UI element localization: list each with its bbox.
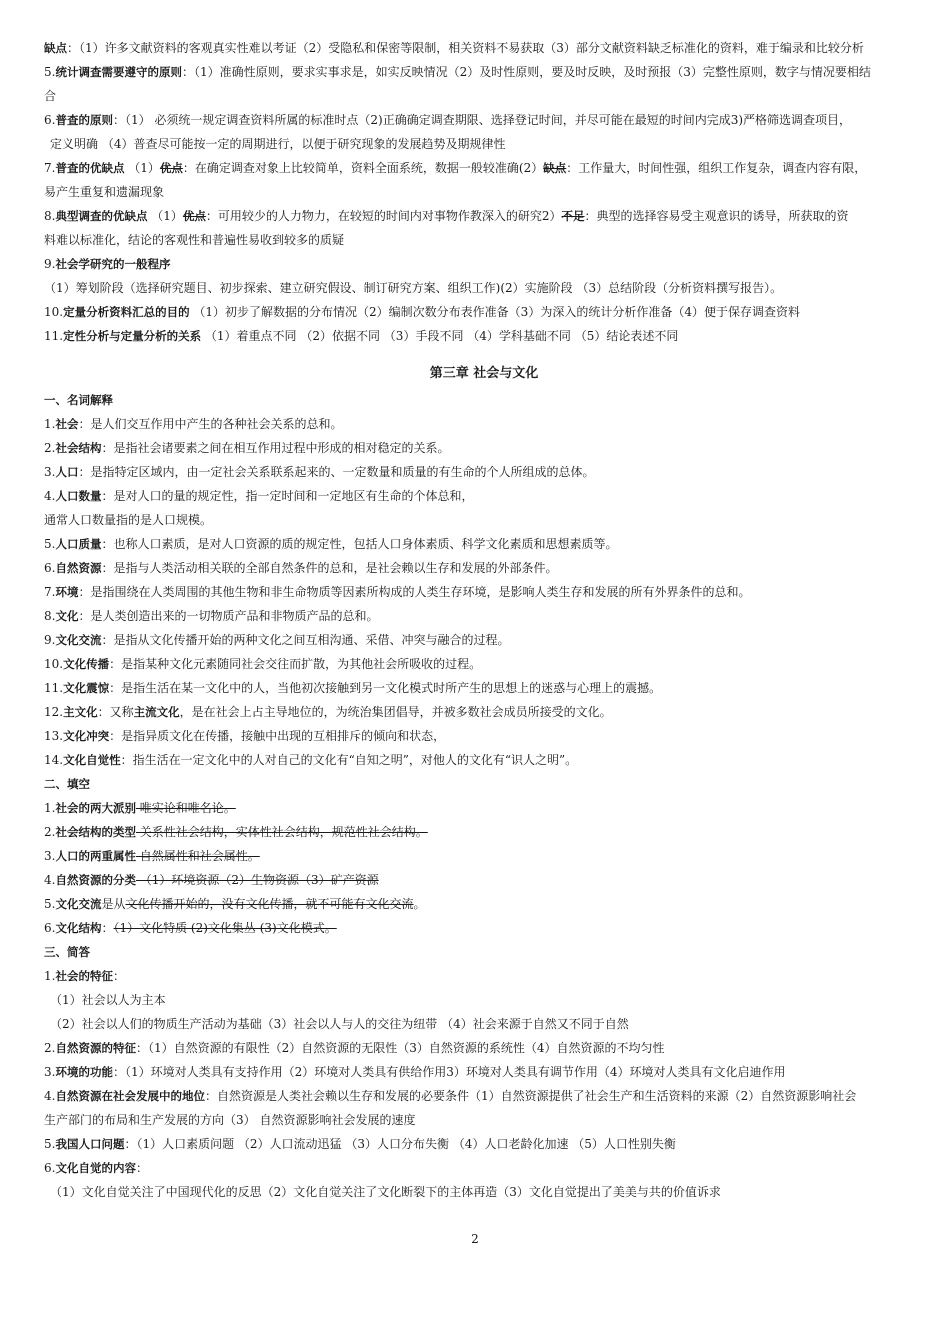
- term-item: 5.人口质量：也称人口素质，是对人口资源的质的规定性，包括人口身体素质、科学文化素质和思想素质等。: [44, 537, 618, 551]
- text-line: 6.普查的原则：（1） 必须统一规定调查资料所属的标准时点（2)正确确定调查期限、选择登记时间，并尽可能在最短的时间内完成3)严格筛选调查项目，: [44, 113, 852, 127]
- question-item: 6.文化自觉的内容：: [44, 1161, 148, 1175]
- term-item: 4.人口数量：是对人口的量的规定性，指一定时间和一定地区有生命的个体总和，: [44, 489, 474, 503]
- term-item: 1.社会：是人们交互作用中产生的各种社会关系的总和。: [44, 417, 343, 431]
- fill-item: 5.文化交流是从文化传播开始的，没有文化传播，就不可能有文化交流。: [44, 897, 426, 911]
- chapter-title: 第三章 社会与文化: [429, 366, 539, 381]
- text-line: 11.定性分析与定量分析的关系 （1）着重点不同 （2）依据不同 （3）手段不同 （4）学科基础不同 （5）结论表述不同: [44, 329, 679, 343]
- text-line: 料难以标准化，结论的客观性和普遍性易收到较多的质疑: [44, 233, 345, 247]
- term-item: 7.环境：是指围绕在人类周围的其他生物和非生命物质等因素所构成的人类生存环境，是影响人类生存和发展的所有外界条件的总和。: [44, 585, 751, 599]
- term-item: 14.文化自觉性：指生活在一定文化中的人对自己的文化有“自知之明”，对他人的文化有“识人之明”。: [44, 753, 578, 767]
- term-item: 11.文化震惊：是指生活在某一文化中的人，当他初次接触到另一文化模式时所产生的思想上的迷惑与心理上的震撼。: [44, 681, 662, 695]
- text-line: 合: [44, 89, 57, 103]
- question-item: 4.自然资源在社会发展中的地位：自然资源是人类社会赖以生存和发展的必要条件（1）自然资源提供了社会生产和生活资料的来源（2）自然资源影响社会: [44, 1089, 857, 1103]
- term-item: 3.人口：是指特定区域内，由一定社会关系联系起来的、一定数量和质量的有生命的个人所组成的总体。: [44, 465, 595, 479]
- term-item: 6.自然资源：是指与人类活动相关联的全部自然条件的总和，是社会赖以生存和发展的外部条件。: [44, 561, 558, 575]
- question-item: 1.社会的特征：: [44, 969, 125, 983]
- fill-item: 1.社会的两大派别 唯实论和唯名论。: [44, 801, 236, 815]
- section-heading: 一、名词解释: [44, 393, 113, 407]
- fill-item: 2.社会结构的类型 关系性社会结构，实体性社会结构，规范性社会结构。: [44, 825, 428, 839]
- text-line: 定义明确 （4）普查尽可能按一定的周期进行，以便于研究现象的发展趋势及期规律性: [50, 137, 506, 151]
- term-item: 9.文化交流：是指从文化传播开始的两种文化之间互相沟通、采借、冲突与融合的过程。: [44, 633, 510, 647]
- answer-line: （1）社会以人为主本: [50, 993, 166, 1007]
- answer-line: （2）社会以人们的物质生产活动为基础（3）社会以人与人的交往为纽带 （4）社会来源于自然又不同于自然: [50, 1017, 629, 1031]
- answer-line: （1）文化自觉关注了中国现代化的反思（2）文化自觉关注了文化断裂下的主体再造（3）文化自觉提出了美美与共的价值诉求: [50, 1185, 721, 1199]
- fill-item: 4.自然资源的分类 （1）环境资源（2）生物资源（3）矿产资源: [44, 873, 379, 887]
- answer-line: 生产部门的布局和生产发展的方向（3） 自然资源影响社会发展的速度: [44, 1113, 416, 1127]
- text-line: 5.统计调查需要遵守的原则：（1）准确性原则，要求实事求是，如实反映情况（2）及时性原则，要及时反映，及时预报（3）完整性原则，数字与情况要相结: [44, 65, 871, 79]
- section-heading: 三、简答: [44, 945, 90, 959]
- document-page: [44, 36, 924, 1204]
- text-line: 7.普查的优缺点 （1）优点：在确定调查对象上比较简单，资料全面系统，数据一般较准确(2）缺点：工作量大，时间性强，组织工作复杂，调查内容有限，: [44, 161, 867, 175]
- fill-item: 6.文化结构：（1）文化特质 (2)文化集丛 (3)文化模式。: [44, 921, 337, 935]
- term-item: 12.主文化：又称主流文化，是在社会上占主导地位的，为统治集团倡导，并被多数社会成员所接受的文化。: [44, 705, 612, 719]
- term-item: 2.社会结构：是指社会诸要素之间在相互作用过程中形成的相对稳定的关系。: [44, 441, 450, 455]
- term-item: 10.文化传播：是指某种文化元素随同社会交往而扩散，为其他社会所吸收的过程。: [44, 657, 482, 671]
- text-line: 缺点：（1）许多文献资料的客观真实性难以考证（2）受隐私和保密等限制，相关资料不易获取（3）部分文献资料缺乏标准化的资料，难于编录和比较分析: [44, 41, 864, 55]
- text-line: 8.典型调查的优缺点 （1）优点：可用较少的人力物力，在较短的时间内对事物作教深入的研究2）不足：典型的选择容易受主观意识的诱导，所获取的资: [44, 209, 849, 223]
- question-item: 3.环境的功能：（1）环境对人类具有支持作用（2）环境对人类具有供给作用3）环境对人类具有调节作用（4）环境对人类具有文化启迪作用: [44, 1065, 786, 1079]
- fill-item: 3.人口的两重属性 自然属性和社会属性。: [44, 849, 260, 863]
- term-item: 通常人口数量指的是人口规模。: [44, 513, 213, 527]
- text-line: 10.定量分析资料汇总的目的 （1）初步了解数据的分布情况（2）编制次数分布表作准备（3）为深入的统计分析作准备（4）便于保存调查资料: [44, 305, 800, 319]
- text-line: （1）筹划阶段（选择研究题目、初步探索、建立研究假设、制订研究方案、组织工作)(2）实施阶段 （3）总结阶段（分析资料撰写报告）。: [44, 281, 783, 295]
- question-item: 2.自然资源的特征：（1）自然资源的有限性（2）自然资源的无限性（3）自然资源的系统性（4）自然资源的不均匀性: [44, 1041, 665, 1055]
- section-heading: 二、填空: [44, 777, 90, 791]
- question-item: 5.我国人口问题：（1）人口素质问题 （2）人口流动迅猛 （3）人口分布失衡 （4）人口老龄化加速 （5）人口性别失衡: [44, 1137, 676, 1151]
- text-line: 易产生重复和遗漏现象: [44, 185, 165, 199]
- text-line: 9.社会学研究的一般程序: [44, 257, 171, 271]
- term-item: 13.文化冲突：是指异质文化在传播，接触中出现的互相排斥的倾向和状态，: [44, 729, 446, 743]
- page-number: 2: [471, 1232, 479, 1246]
- term-item: 8.文化：是人类创造出来的一切物质产品和非物质产品的总和。: [44, 609, 379, 623]
